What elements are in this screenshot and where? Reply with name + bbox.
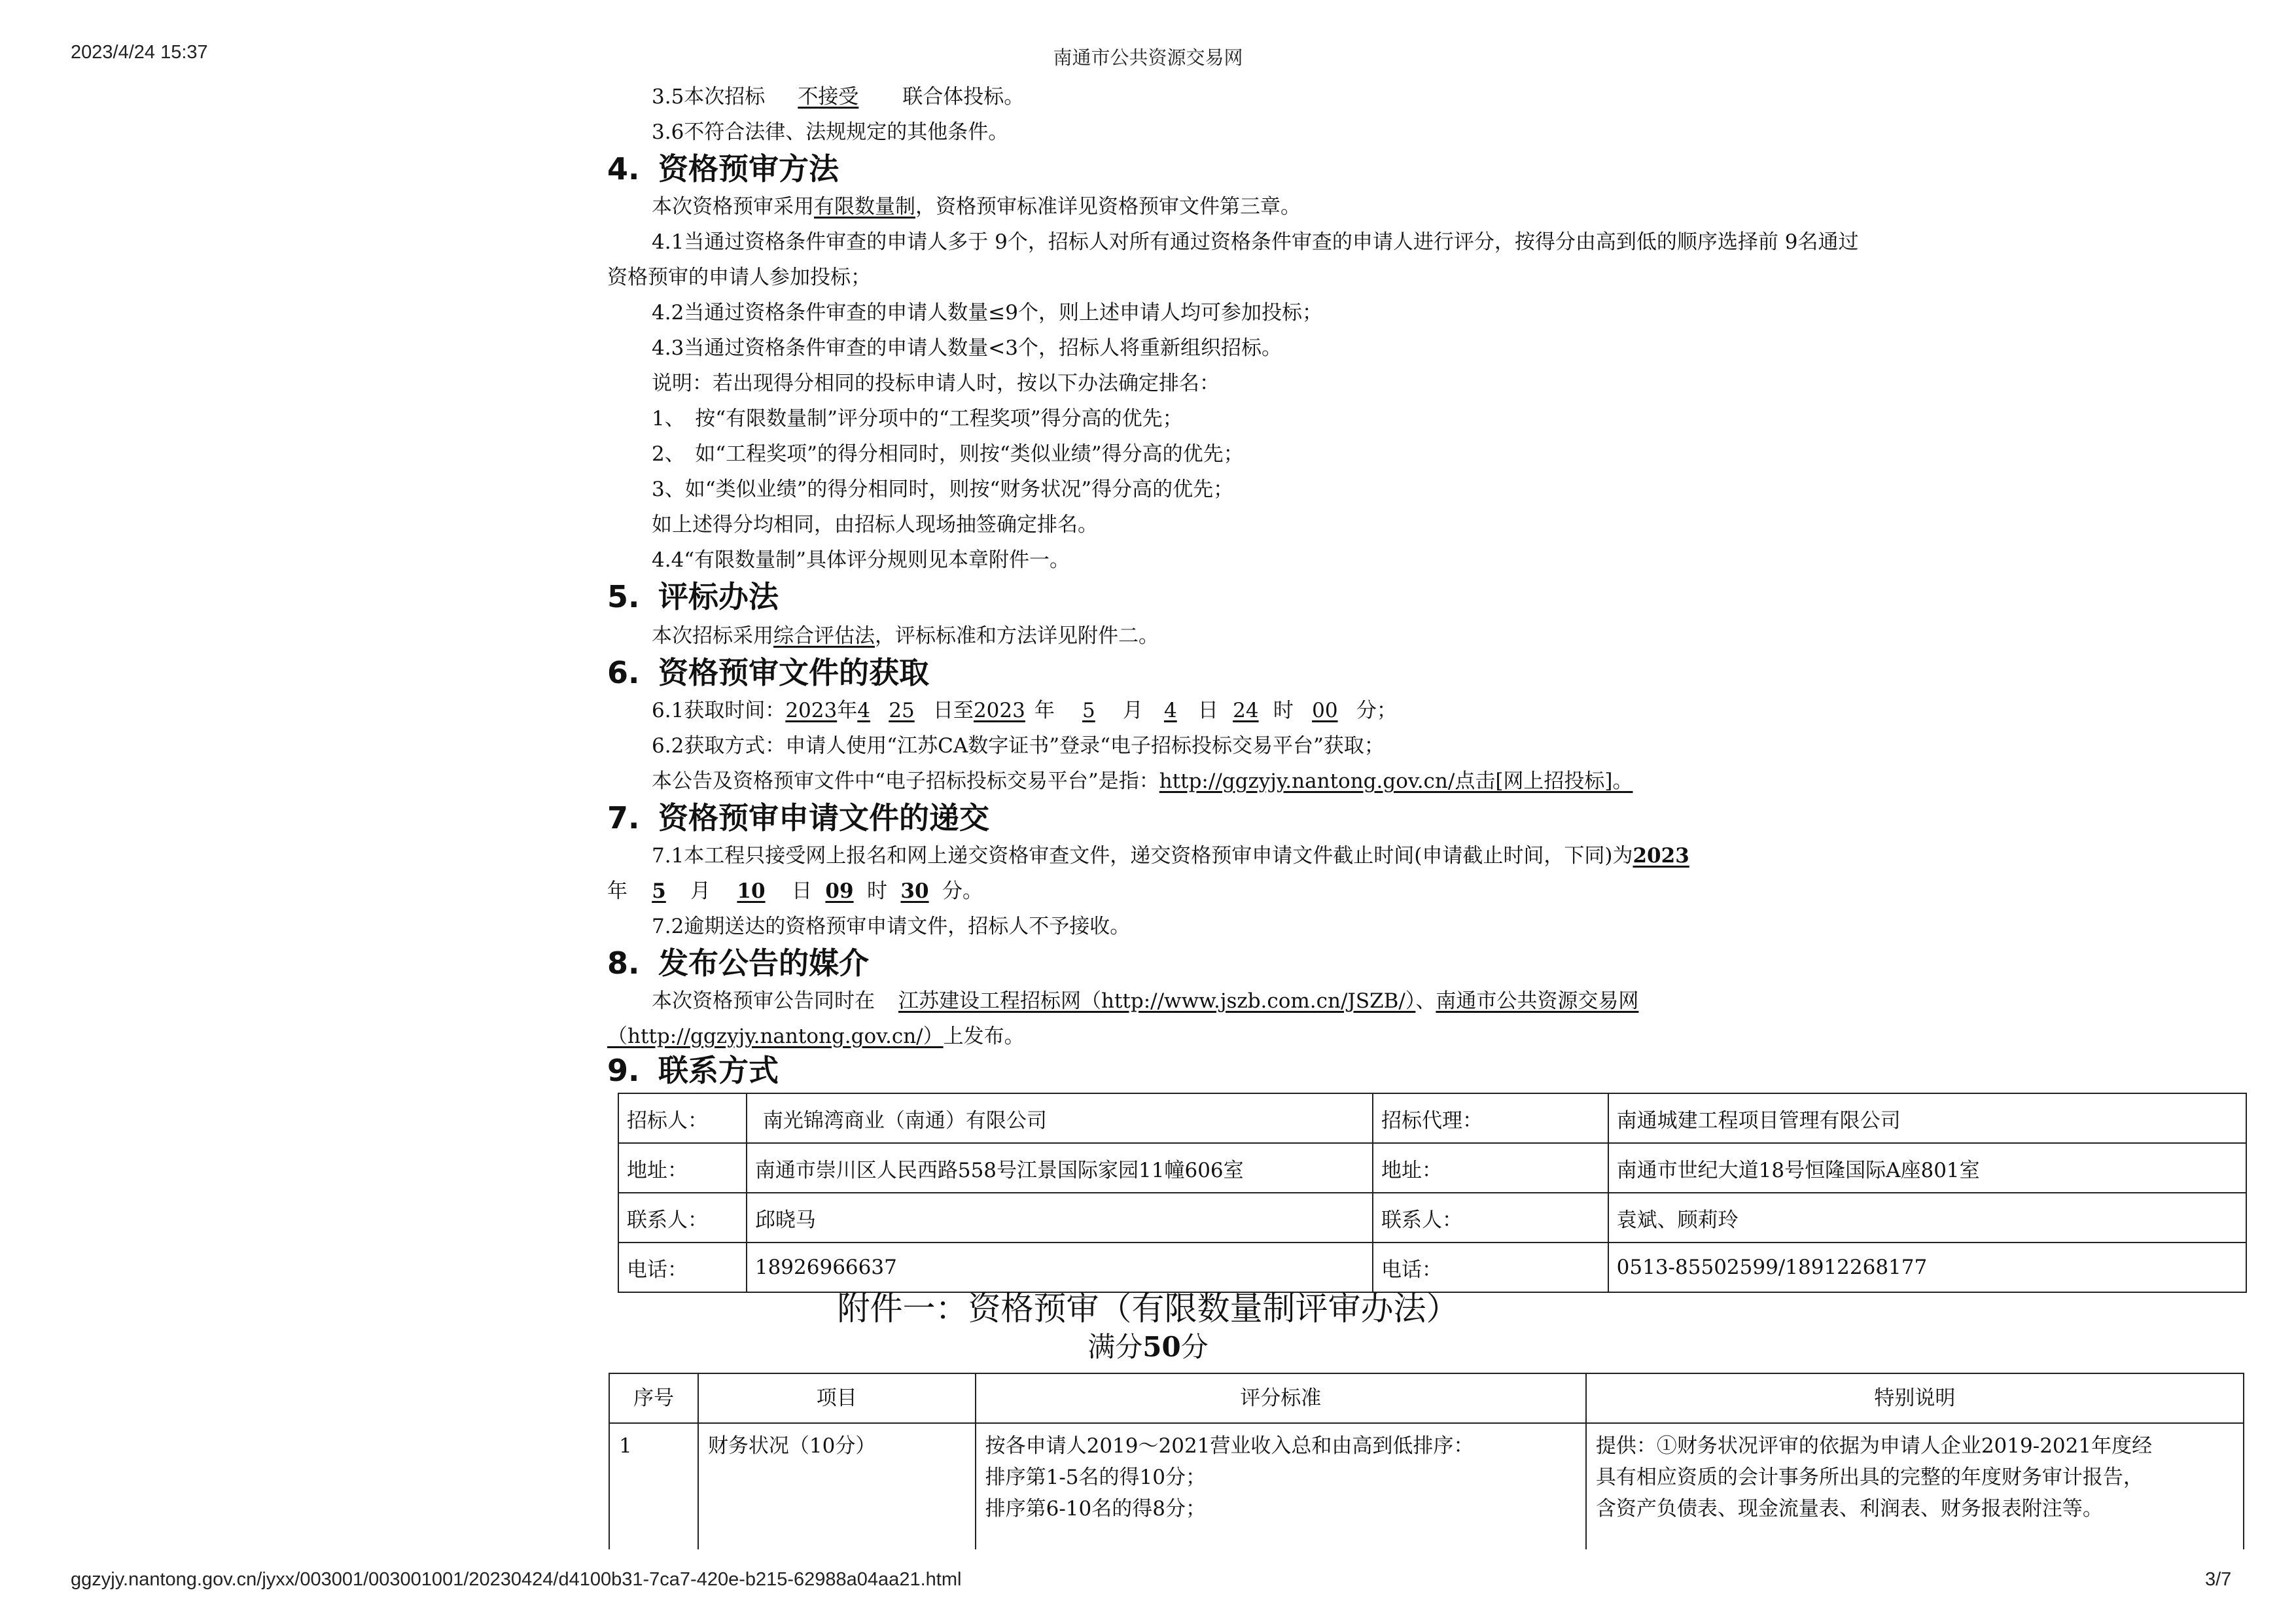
platform-note: 本公告及资格预审文件中“电子招标投标交易平台”是指：http://ggzyjy.nantong.gov.cn/点击[网上招投标]。 bbox=[652, 769, 1633, 793]
contact-label: 联系人： bbox=[618, 1193, 747, 1243]
tie-rule-4: 如上述得分均相同，由招标人现场抽签确定排名。 bbox=[652, 513, 1098, 537]
col-header-no: 序号 bbox=[609, 1373, 698, 1423]
contact-value: 邱晓马 bbox=[747, 1193, 1373, 1243]
row-item: 财务状况（10分） bbox=[698, 1423, 976, 1562]
scoring-table bbox=[609, 1373, 2244, 1562]
section-4-heading: 4. 资格预审方法 bbox=[607, 151, 839, 186]
col-header-item: 项目 bbox=[698, 1373, 976, 1423]
clause-6-2: 6.2获取方式：申请人使用“江苏CA数字证书”登录“电子招标投标交易平台”获取； bbox=[652, 734, 1385, 758]
section-5-heading: 5. 评标办法 bbox=[607, 579, 779, 614]
print-datetime: 2023/4/24 15:37 bbox=[71, 42, 208, 63]
row-note: 提供：①财务状况评审的依据为申请人企业2019-2021年度经 具有相应资质的会计事务所出具的完整的年度财务审计报告， 含资产负债表、现金流量表、利润表、财务报表附注等。 bbox=[1586, 1423, 2244, 1562]
col-header-note: 特别说明 bbox=[1586, 1373, 2244, 1423]
scoring-header-row bbox=[609, 1373, 2244, 1423]
nantong-url[interactable]: （http://ggzyjy.nantong.gov.cn/） bbox=[607, 1025, 944, 1048]
contact-label: 招标人： bbox=[618, 1093, 747, 1143]
clause-4-1-cont: 资格预审的申请人参加投标； bbox=[607, 266, 871, 289]
section-8-heading: 8. 发布公告的媒介 bbox=[607, 945, 869, 981]
contact-label: 电话： bbox=[1373, 1243, 1608, 1292]
clause-4-4: 4.4“有限数量制”具体评分规则见本章附件一。 bbox=[652, 548, 1070, 572]
evaluation-method: 综合评估法 bbox=[773, 624, 875, 648]
section-9-heading: 9. 联系方式 bbox=[607, 1053, 779, 1088]
contact-value: 南通市崇川区人民西路558号江景国际家园11幢606室 bbox=[747, 1143, 1373, 1193]
prequal-method: 有限数量制 bbox=[814, 195, 915, 219]
clause-3-5: 3.5本次招标 不接受 联合体投标。 bbox=[652, 85, 1025, 109]
media-line: 本次资格预审公告同时在 江苏建设工程招标网（http://www.jszb.com.cn/JSZB/）、南通市公共资源交易网 bbox=[652, 989, 1639, 1013]
contact-label: 地址： bbox=[1373, 1143, 1608, 1193]
section-4-intro: 本次资格预审采用有限数量制，资格预审标准详见资格预审文件第三章。 bbox=[652, 195, 1301, 219]
contact-row bbox=[618, 1243, 2246, 1292]
contact-row bbox=[618, 1093, 2246, 1143]
contact-label: 联系人： bbox=[1373, 1193, 1608, 1243]
clause-4-1: 4.1当通过资格条件审查的申请人多于 9个，招标人对所有通过资格条件审查的申请人进行评分，按得分由高到低的顺序选择前 9名通过 bbox=[652, 230, 1859, 254]
contact-table bbox=[618, 1093, 2247, 1293]
jszb-link[interactable]: 江苏建设工程招标网（http://www.jszb.com.cn/JSZB/） bbox=[898, 989, 1416, 1013]
page-number: 3/7 bbox=[2205, 1569, 2232, 1590]
section-7-heading: 7. 资格预审申请文件的递交 bbox=[607, 800, 989, 836]
contact-row bbox=[618, 1193, 2246, 1243]
consortium-value: 不接受 bbox=[798, 85, 859, 109]
tie-rule-3: 3、如“类似业绩”的得分相同时，则按“财务状况”得分高的优先； bbox=[652, 478, 1234, 501]
row-standard: 按各申请人2019～2021营业收入总和由高到低排序： 排序第1-5名的得10分； 排序第6-10名的得8分； bbox=[976, 1423, 1586, 1562]
contact-label: 地址： bbox=[618, 1143, 747, 1193]
clause-3-6: 3.6不符合法律、法规规定的其他条件。 bbox=[652, 120, 1009, 144]
contact-label: 电话： bbox=[618, 1243, 747, 1292]
contact-value: 袁斌、顾莉玲 bbox=[1608, 1193, 2246, 1243]
clause-7-2: 7.2逾期送达的资格预审申请文件，招标人不予接收。 bbox=[652, 915, 1131, 938]
contact-value: 南光锦湾商业（南通）有限公司 bbox=[747, 1093, 1373, 1143]
clause-4-3: 4.3当通过资格条件审查的申请人数量<3个，招标人将重新组织招标。 bbox=[652, 336, 1282, 360]
tie-rule-2: 2、 如“工程奖项”的得分相同时，则按“类似业绩”得分高的优先； bbox=[652, 442, 1244, 466]
contact-label: 招标代理： bbox=[1373, 1093, 1608, 1143]
contact-value: 南通城建工程项目管理有限公司 bbox=[1608, 1093, 2246, 1143]
col-header-standard: 评分标准 bbox=[976, 1373, 1586, 1423]
contact-value: 0513-85502599/18912268177 bbox=[1608, 1243, 2246, 1292]
media-line-cont: （http://ggzyjy.nantong.gov.cn/）上发布。 bbox=[607, 1025, 1025, 1048]
contact-row bbox=[618, 1143, 2246, 1193]
clause-7-1: 7.1本工程只接受网上报名和网上递交资格审查文件，递交资格预审申请文件截止时间(申请截止时间，下同)为2023 bbox=[652, 844, 1689, 868]
nantong-link[interactable]: 南通市公共资源交易网 bbox=[1436, 989, 1639, 1013]
clause-4-2: 4.2当通过资格条件审查的申请人数量≤9个，则上述申请人均可参加投标； bbox=[652, 301, 1322, 325]
tie-rule-1: 1、 按“有限数量制”评分项中的“工程奖项”得分高的优先； bbox=[652, 407, 1183, 431]
site-title: 南通市公共资源交易网 bbox=[1053, 48, 1243, 69]
section-6-heading: 6. 资格预审文件的获取 bbox=[607, 655, 929, 690]
annex-subtitle: 满分50分 bbox=[1087, 1331, 1209, 1363]
tie-note: 说明：若出现得分相同的投标申请人时，按以下办法确定排名： bbox=[652, 372, 1220, 395]
footer-url: ggzyjy.nantong.gov.cn/jyxx/003001/003001001/20230424/d4100b31-7ca7-420e-b215-62988a04aa21.html bbox=[71, 1569, 962, 1590]
scoring-row bbox=[609, 1423, 2244, 1562]
contact-value: 南通市世纪大道18号恒隆国际A座801室 bbox=[1608, 1143, 2246, 1193]
section-5-body: 本次招标采用综合评估法，评标标准和方法详见附件二。 bbox=[652, 624, 1159, 648]
row-no: 1 bbox=[609, 1423, 698, 1562]
platform-link[interactable]: http://ggzyjy.nantong.gov.cn/点击[网上招投标]。 bbox=[1159, 769, 1633, 793]
contact-value: 18926966637 bbox=[747, 1243, 1373, 1292]
clause-7-1-deadline: 年 5 月 10 日 09 时 30 分。 bbox=[607, 879, 983, 903]
clause-6-1: 6.1获取时间：2023年4 25 日至2023 年 5 月 4 日 24 时 00 分； bbox=[652, 699, 1397, 722]
annex-title: 附件一：资格预审（有限数量制评审办法） bbox=[837, 1290, 1459, 1328]
